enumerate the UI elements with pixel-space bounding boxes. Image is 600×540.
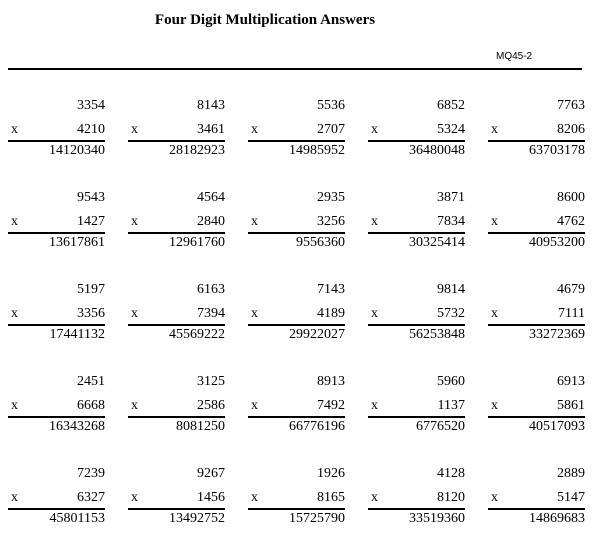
multiplicand: 6913 xyxy=(557,374,585,389)
answer-bar xyxy=(8,416,105,418)
multiplicand: 7143 xyxy=(317,282,345,297)
multiplier: 7492 xyxy=(317,398,345,413)
problem-20 xyxy=(488,374,585,443)
multiplicand: 6163 xyxy=(197,282,225,297)
multiplicand: 7239 xyxy=(77,466,105,481)
multiply-sign: x xyxy=(371,306,378,321)
product-answer: 6776520 xyxy=(416,419,465,434)
answer-bar xyxy=(368,416,465,418)
multiply-sign: x xyxy=(131,214,138,229)
product-answer: 13492752 xyxy=(169,511,225,526)
product-answer: 13617861 xyxy=(49,235,105,250)
answer-bar xyxy=(368,232,465,234)
multiplicand: 8143 xyxy=(197,98,225,113)
multiplicand: 6852 xyxy=(437,98,465,113)
multiply-sign: x xyxy=(371,490,378,505)
multiplicand: 3354 xyxy=(77,98,105,113)
problem-1 xyxy=(8,98,105,167)
multiplier: 5147 xyxy=(557,490,585,505)
problem-9 xyxy=(368,190,465,259)
multiplicand: 2935 xyxy=(317,190,345,205)
problem-5 xyxy=(488,98,585,167)
multiply-sign: x xyxy=(491,214,498,229)
multiply-sign: x xyxy=(371,398,378,413)
answer-bar xyxy=(248,508,345,510)
multiply-sign: x xyxy=(11,490,18,505)
multiplier: 3461 xyxy=(197,122,225,137)
multiplicand: 9814 xyxy=(437,282,465,297)
multiplier: 2840 xyxy=(197,214,225,229)
problem-7 xyxy=(128,190,225,259)
multiplier: 3256 xyxy=(317,214,345,229)
problem-15 xyxy=(488,282,585,351)
multiply-sign: x xyxy=(371,214,378,229)
product-answer: 17441132 xyxy=(49,327,105,342)
multiplier: 2586 xyxy=(197,398,225,413)
multiply-sign: x xyxy=(251,122,258,137)
multiply-sign: x xyxy=(491,490,498,505)
product-answer: 29922027 xyxy=(289,327,345,342)
answer-bar xyxy=(368,140,465,142)
product-answer: 16343268 xyxy=(49,419,105,434)
multiplicand: 3125 xyxy=(197,374,225,389)
product-answer: 56253848 xyxy=(409,327,465,342)
multiplicand: 9543 xyxy=(77,190,105,205)
multiply-sign: x xyxy=(11,122,18,137)
multiplicand: 1926 xyxy=(317,466,345,481)
multiply-sign: x xyxy=(251,398,258,413)
multiplier: 4762 xyxy=(557,214,585,229)
multiplicand: 5536 xyxy=(317,98,345,113)
multiply-sign: x xyxy=(251,214,258,229)
product-answer: 30325414 xyxy=(409,235,465,250)
problem-13 xyxy=(248,282,345,351)
multiply-sign: x xyxy=(371,122,378,137)
multiplier: 1427 xyxy=(77,214,105,229)
answer-bar xyxy=(248,140,345,142)
multiplier: 1456 xyxy=(197,490,225,505)
multiplicand: 5197 xyxy=(77,282,105,297)
answer-bar xyxy=(8,508,105,510)
problem-4 xyxy=(368,98,465,167)
answer-bar xyxy=(488,232,585,234)
multiply-sign: x xyxy=(491,398,498,413)
product-answer: 45569222 xyxy=(169,327,225,342)
answer-bar xyxy=(248,232,345,234)
multiplicand: 3871 xyxy=(437,190,465,205)
answer-bar xyxy=(488,508,585,510)
problem-11 xyxy=(8,282,105,351)
multiply-sign: x xyxy=(251,306,258,321)
product-answer: 45801153 xyxy=(49,511,105,526)
problem-14 xyxy=(368,282,465,351)
multiplier: 2707 xyxy=(317,122,345,137)
multiplier: 1137 xyxy=(437,398,465,413)
multiply-sign: x xyxy=(491,306,498,321)
multiply-sign: x xyxy=(11,214,18,229)
multiply-sign: x xyxy=(11,398,18,413)
multiplier: 3356 xyxy=(77,306,105,321)
multiplier: 8165 xyxy=(317,490,345,505)
multiplicand: 5960 xyxy=(437,374,465,389)
product-answer: 40517093 xyxy=(529,419,585,434)
answer-bar xyxy=(248,416,345,418)
answer-bar xyxy=(8,232,105,234)
multiply-sign: x xyxy=(11,306,18,321)
product-answer: 12961760 xyxy=(169,235,225,250)
multiplier: 6327 xyxy=(77,490,105,505)
multiplier: 8120 xyxy=(437,490,465,505)
multiplicand: 4564 xyxy=(197,190,225,205)
problem-25 xyxy=(488,466,585,535)
product-answer: 40953200 xyxy=(529,235,585,250)
product-answer: 14120340 xyxy=(49,143,105,158)
multiplier: 6668 xyxy=(77,398,105,413)
product-answer: 66776196 xyxy=(289,419,345,434)
problem-10 xyxy=(488,190,585,259)
product-answer: 14985952 xyxy=(289,143,345,158)
product-answer: 14869683 xyxy=(529,511,585,526)
multiply-sign: x xyxy=(491,122,498,137)
answer-bar xyxy=(128,232,225,234)
product-answer: 8081250 xyxy=(176,419,225,434)
multiplicand: 8913 xyxy=(317,374,345,389)
problem-8 xyxy=(248,190,345,259)
multiplicand: 9267 xyxy=(197,466,225,481)
multiplier: 5861 xyxy=(557,398,585,413)
multiply-sign: x xyxy=(131,306,138,321)
multiplier: 4210 xyxy=(77,122,105,137)
product-answer: 33519360 xyxy=(409,511,465,526)
multiplicand: 8600 xyxy=(557,190,585,205)
product-answer: 33272369 xyxy=(529,327,585,342)
problem-16 xyxy=(8,374,105,443)
problem-21 xyxy=(8,466,105,535)
problem-17 xyxy=(128,374,225,443)
answer-bar xyxy=(8,140,105,142)
multiply-sign: x xyxy=(131,490,138,505)
multiplicand: 4679 xyxy=(557,282,585,297)
multiplicand: 7763 xyxy=(557,98,585,113)
product-answer: 15725790 xyxy=(289,511,345,526)
multiplier: 7394 xyxy=(197,306,225,321)
answer-bar xyxy=(488,324,585,326)
problem-23 xyxy=(248,466,345,535)
problem-6 xyxy=(8,190,105,259)
header-rule xyxy=(8,68,582,70)
problem-3 xyxy=(248,98,345,167)
answer-bar xyxy=(128,416,225,418)
answer-bar xyxy=(368,508,465,510)
problem-18 xyxy=(248,374,345,443)
answer-bar xyxy=(248,324,345,326)
problem-22 xyxy=(128,466,225,535)
multiplier: 5732 xyxy=(437,306,465,321)
answer-bar xyxy=(128,508,225,510)
problem-12 xyxy=(128,282,225,351)
answer-bar xyxy=(128,324,225,326)
answer-bar xyxy=(488,416,585,418)
answer-bar xyxy=(488,140,585,142)
worksheet-code: MQ45-2 xyxy=(496,51,533,62)
problem-19 xyxy=(368,374,465,443)
product-answer: 36480048 xyxy=(409,143,465,158)
product-answer: 28182923 xyxy=(169,143,225,158)
multiplier: 8206 xyxy=(557,122,585,137)
multiplier: 4189 xyxy=(317,306,345,321)
problem-2 xyxy=(128,98,225,167)
multiplier: 7111 xyxy=(558,306,585,321)
multiply-sign: x xyxy=(251,490,258,505)
product-answer: 9556360 xyxy=(296,235,345,250)
multiplier: 5324 xyxy=(437,122,465,137)
multiplier: 7834 xyxy=(437,214,465,229)
multiply-sign: x xyxy=(131,122,138,137)
multiplicand: 2889 xyxy=(557,466,585,481)
multiply-sign: x xyxy=(131,398,138,413)
answer-bar xyxy=(128,140,225,142)
problem-grid xyxy=(8,98,585,535)
answer-bar xyxy=(8,324,105,326)
product-answer: 63703178 xyxy=(529,143,585,158)
page-title: Four Digit Multiplication Answers xyxy=(154,12,376,28)
problem-24 xyxy=(368,466,465,535)
multiplicand: 4128 xyxy=(437,466,465,481)
multiplicand: 2451 xyxy=(77,374,105,389)
answer-bar xyxy=(368,324,465,326)
